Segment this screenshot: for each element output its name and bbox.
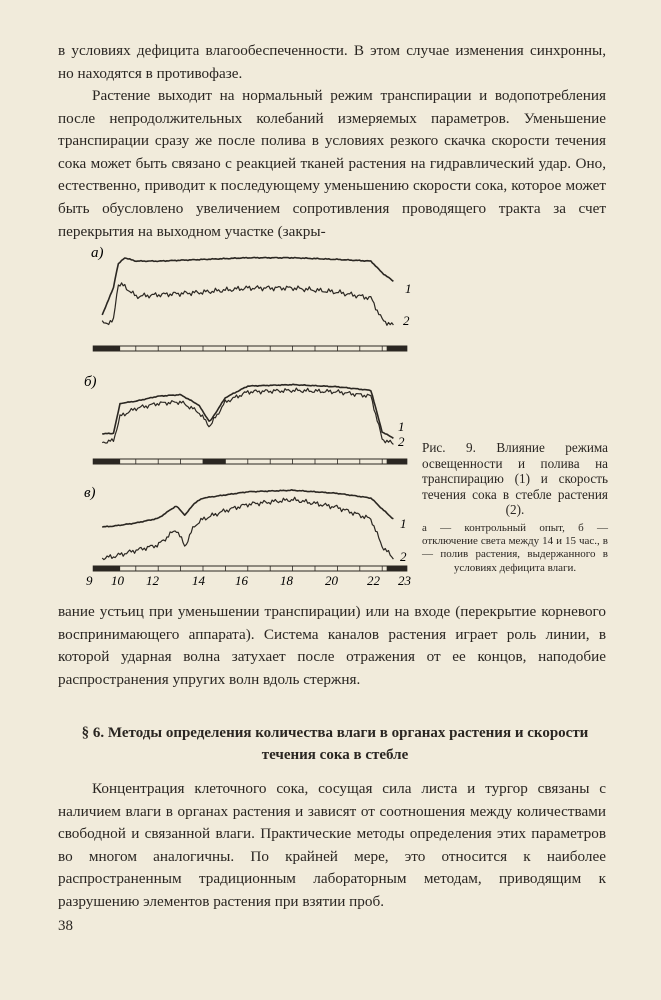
page-number: 38 bbox=[58, 918, 73, 934]
x-tick-20: 20 bbox=[325, 573, 338, 588]
panel-label-a: а) bbox=[91, 245, 104, 261]
dark-period-3-2 bbox=[387, 566, 407, 571]
dark-period-2-2 bbox=[387, 459, 407, 464]
x-tick-10: 10 bbox=[111, 573, 124, 588]
figure-plots bbox=[93, 257, 407, 571]
x-tick-9: 9 bbox=[86, 573, 93, 588]
caption-main: Рис. 9. Влияние режима освещенности и полива на транспирацию (1) и скорость течения сока в стебле растения (2). bbox=[422, 440, 608, 518]
curve-3-series-1 bbox=[102, 490, 393, 527]
curve-3-series-2 bbox=[102, 497, 393, 559]
curve-label-a-1: 1 bbox=[405, 281, 412, 296]
paragraph-after-figure: вание устьиц при уменьшении транспирации) или на входе (перекрытие корневого воспринимающего аппарата). Система каналов растения играет роль линии, в которой ударная волна затухает после отражения от ее концов, наподобие распространения упругих волн вдоль стержня. bbox=[58, 603, 606, 688]
panel-label-b: б) bbox=[84, 374, 97, 390]
x-tick-18: 18 bbox=[280, 573, 293, 588]
curve-1-series-1 bbox=[102, 257, 393, 315]
x-tick-23: 23 bbox=[398, 573, 411, 588]
curve-1-series-2 bbox=[102, 283, 393, 325]
section-heading: § 6. Методы определения количества влаги в органах растения и скорости течения сока в стебле bbox=[81, 725, 589, 763]
dark-period-1-2 bbox=[387, 346, 407, 351]
panel-label-v: в) bbox=[84, 485, 96, 501]
curve-label-a-2: 2 bbox=[403, 313, 410, 328]
paragraph-top-continuation: в условиях дефицита влагообеспеченности. В этом случае изменения синхронны, но находятся в противофазе. bbox=[58, 42, 606, 82]
caption-note: а — контрольный опыт, б — отключение света между 14 и 15 час., в — полив растения, выдержанного в условиях дефицита влаги. bbox=[422, 521, 608, 574]
x-tick-12: 12 bbox=[146, 573, 159, 588]
curve-2-series-2 bbox=[102, 388, 393, 444]
x-tick-22: 22 bbox=[367, 573, 380, 588]
curve-label-b-1: 1 bbox=[398, 419, 405, 434]
x-tick-14: 14 bbox=[192, 573, 205, 588]
x-tick-16: 16 bbox=[235, 573, 248, 588]
dark-period-2-1 bbox=[93, 459, 120, 464]
paragraph-top-main: Растение выходит на нормальный режим транспирации и водопотребления после непродолжительных колебаний измеряемых параметров. Уменьшение транспирации сразу же после полива в условиях резкого скачка скорости течения сока может быть связано с реакцией тканей растения на гидравлический удар. Оно, естественно, приводит к последующему уменьшению скорости сока, которое может быть обусловлено увеличением сопротивления проводящего тракта за счет перекрытия на выходном участке (закры- bbox=[58, 87, 606, 240]
dark-period-1-1 bbox=[93, 346, 120, 351]
dark-period-3-1 bbox=[93, 566, 120, 571]
dark-period-2-3 bbox=[203, 459, 225, 464]
paragraph-section: Концентрация клеточного сока, сосущая сила листа и тургор связаны с наличием влаги в органах растения и зависят от соотношения между количествами свободной и связанной влаги. Практические методы определения этих параметров во многом аналогичны. По крайней мере, это относится к наиболее распространенным традиционным лабораторным методам, приводящим к разрушению элементов растения при взятии проб. bbox=[58, 780, 606, 910]
figure-caption bbox=[422, 440, 608, 575]
curve-label-v-2: 2 bbox=[400, 549, 407, 564]
curve-label-b-2: 2 bbox=[398, 434, 405, 449]
curve-label-v-1: 1 bbox=[400, 516, 407, 531]
